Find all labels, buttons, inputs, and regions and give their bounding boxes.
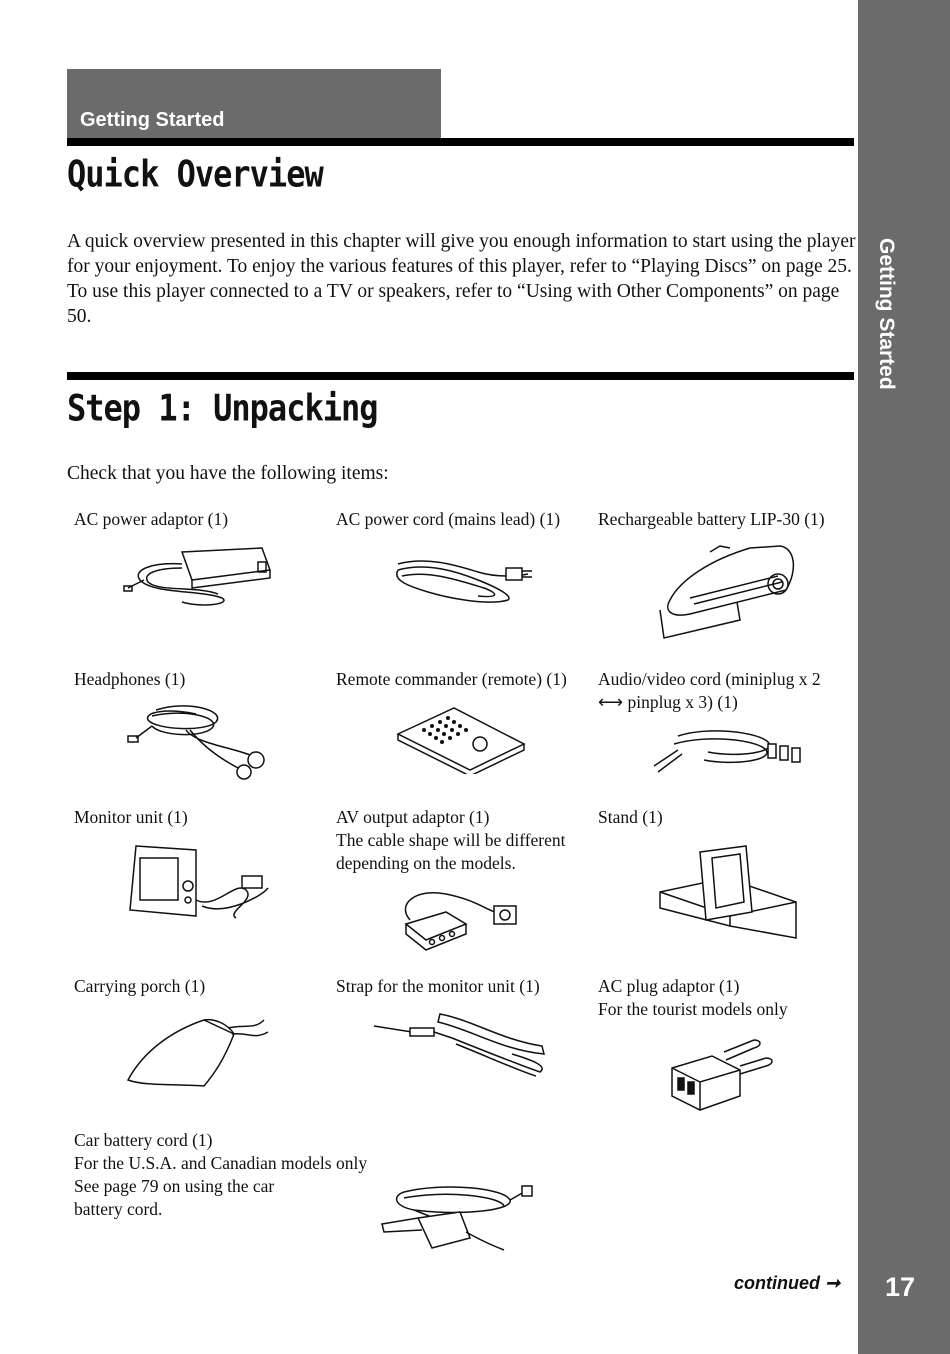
item-strap: Strap for the monitor unit (1) <box>336 976 540 996</box>
item-battery: Rechargeable battery LIP-30 (1) <box>598 509 825 529</box>
battery-illustration <box>650 540 800 645</box>
remote-illustration <box>394 704 529 774</box>
item-remote: Remote commander (remote) (1) <box>336 669 567 689</box>
stand-illustration <box>656 842 801 942</box>
monitor-illustration <box>126 840 276 920</box>
item-av-cord: Audio/video cord (miniplug x 2 ⟷ pinplug x 3) (1) <box>598 669 821 712</box>
ac-cord-illustration <box>388 552 538 607</box>
headphones-illustration <box>126 700 276 780</box>
item-porch: Carrying porch (1) <box>74 976 206 996</box>
item-plug-adaptor: AC plug adaptor (1) For the tourist models only <box>598 976 788 1019</box>
side-tab <box>858 0 950 1354</box>
section-rule <box>67 372 854 380</box>
side-tab-label: Getting Started <box>875 238 898 390</box>
item-car-cord: Car battery cord (1) For the U.S.A. and Canadian models only See page 79 on using the car battery cord. <box>74 1130 368 1219</box>
section-title-overview: Quick Overview <box>67 152 323 196</box>
porch-illustration <box>124 1010 274 1090</box>
ac-adaptor-illustration <box>122 540 272 610</box>
item-av-output: AV output adaptor (1) The cable shape will be different depending on the models. <box>336 807 566 873</box>
av-output-illustration <box>396 884 531 954</box>
strap-illustration <box>372 1010 552 1080</box>
item-ac-adaptor: AC power adaptor (1) <box>74 509 229 529</box>
item-ac-cord: AC power cord (mains lead) (1) <box>336 509 561 529</box>
item-stand: Stand (1) <box>598 807 663 827</box>
car-cord-illustration <box>374 1182 539 1262</box>
chapter-header <box>67 69 441 139</box>
plug-adaptor-illustration <box>666 1034 781 1114</box>
chapter-title: Getting Started <box>80 109 225 131</box>
continued-indicator: continued ➞ <box>734 1273 841 1293</box>
check-text: Check that you have the following items: <box>67 463 389 484</box>
section-rule <box>67 138 854 146</box>
item-monitor: Monitor unit (1) <box>74 807 188 827</box>
section-title-step1: Step 1: Unpacking <box>67 386 378 430</box>
page-number: 17 <box>884 1272 916 1302</box>
overview-text: A quick overview presented in this chapter will give you enough information to start using the player for your enjoyment. To enjoy the various features of this player, refer to “Playing Discs” on page 25. To use this player connected to a TV or speakers, refer to “Using with Other Components” on page 50. <box>67 231 856 327</box>
av-cord-illustration <box>648 726 803 781</box>
item-headphones: Headphones (1) <box>74 669 186 689</box>
